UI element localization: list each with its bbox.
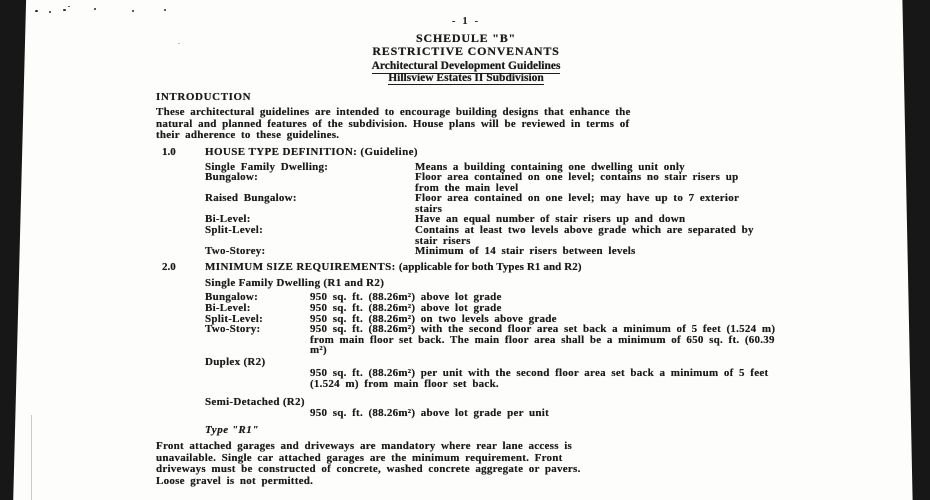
scan-speck — [35, 10, 38, 12]
size-label: Bi-Level: — [205, 301, 251, 314]
paragraph-line: their adherence to these guidelines. — [156, 129, 340, 141]
scan-speck — [164, 9, 166, 11]
definition-term: Two-Storey: — [205, 245, 266, 258]
size-label: Split-Level: — [205, 312, 263, 325]
paragraph-line: Loose gravel is not permitted. — [156, 474, 314, 487]
semi-detached-body: 950 sq. ft. (88.26m²) above lot grade per unit — [310, 407, 550, 420]
section-1-number: 1.0 — [162, 145, 176, 158]
document-content — [156, 16, 820, 487]
duplex-heading: Duplex (R2) — [205, 355, 266, 368]
size-row — [205, 303, 820, 314]
size-value: 950 sq. ft. (88.26m²) on two levels above grade — [310, 312, 557, 325]
section-2-heading-row — [156, 262, 820, 273]
size-row — [205, 292, 820, 303]
definition-row — [205, 172, 820, 193]
introduction-heading: INTRODUCTION — [156, 91, 252, 103]
paragraph-line: unavailable. Single car attached garages are the minimum requirement. Front — [156, 451, 563, 464]
size-value: 950 sq. ft. (88.26m²) with the second floor area set back a minimum of 5 feet (1.524 m) from main floor set back. The main floor area shall be a minimum of 650 sq. ft. (60.39 m²) — [310, 323, 776, 357]
scan-edge-left — [0, 0, 30, 500]
paragraph-line: Front attached garages and driveways are mandatory where rear lane access is — [156, 440, 573, 453]
minimum-size-list — [205, 292, 820, 356]
definition-text: Floor area contained on one level; may have up to 7 exterior stairs — [415, 192, 739, 215]
semi-detached-heading: Semi-Detached (R2) — [205, 395, 305, 408]
definition-row — [205, 225, 820, 246]
paragraph-line: These architectural guidelines are intended to encourage building designs that enhance the — [156, 106, 631, 118]
definition-text: Contains at least two levels above grade which are separated by stair risers — [415, 224, 754, 247]
type-r1-paragraph — [156, 441, 804, 487]
document-header — [156, 32, 776, 57]
type-r1-heading: Type "R1" — [205, 423, 259, 436]
definition-term: Single Family Dwelling: — [205, 160, 329, 173]
size-label: Two-Story: — [205, 323, 261, 336]
definition-text: Minimum of 14 stair risers between levels — [415, 245, 636, 258]
scan-speck — [63, 9, 66, 11]
guidelines-subtitle: Architectural Development Guidelines — [371, 60, 561, 72]
section-2-heading-bold: MINIMUM SIZE REQUIREMENTS: — [205, 260, 396, 273]
size-label: Bungalow: — [205, 291, 258, 304]
section-1-heading: HOUSE TYPE DEFINITION: (Guideline) — [205, 145, 418, 158]
definition-term: Raised Bungalow: — [205, 192, 297, 205]
definition-row — [205, 246, 820, 257]
duplex-body: 950 sq. ft. (88.26m²) per unit with the second floor area set back a minimum of 5 feet (1.524 m) from main floor set back. — [310, 367, 769, 390]
definition-term: Split-Level: — [205, 224, 263, 237]
schedule-title: SCHEDULE "B" — [416, 31, 516, 45]
scan-speck — [94, 8, 96, 10]
definition-text: Have an equal number of stair risers up and down — [415, 213, 686, 226]
house-type-definition-list — [205, 162, 820, 257]
size-row — [205, 324, 820, 356]
page-number: - 1 - — [451, 15, 481, 27]
subdivision-subtitle: Hillsview Estates II Subdivision — [388, 71, 544, 84]
document-subtitles — [156, 61, 776, 84]
size-value: 950 sq. ft. (88.26m²) above lot grade — [310, 291, 502, 304]
size-value: 950 sq. ft. (88.26m²) above lot grade — [310, 301, 502, 314]
introduction-paragraph — [156, 107, 804, 142]
definition-text: Floor area contained on one level; contains no stair risers up from the main level — [415, 171, 739, 194]
covenants-title: RESTRICTIVE CONVENANTS — [372, 43, 560, 58]
section-2-heading-note: (applicable for both Types R1 and R2) — [398, 260, 582, 273]
paragraph-line: driveways must be constructed of concrete, washed concrete aggregate or pavers. — [156, 463, 581, 476]
scan-speck — [132, 10, 134, 12]
scan-edge-right — [900, 0, 930, 500]
paper-edge-line — [31, 415, 32, 500]
section-2-number: 2.0 — [162, 260, 176, 273]
paragraph-line: natural and planned features of the subdivision. House plans will be reviewed in terms of — [156, 117, 630, 130]
definition-term: Bi-Level: — [205, 213, 251, 226]
section-1-heading-row — [156, 147, 820, 158]
section-2-heading — [205, 262, 582, 273]
definition-text: Means a building containing one dwelling unit only — [415, 160, 685, 173]
single-family-heading: Single Family Dwelling (R1 and R2) — [205, 276, 385, 289]
scan-speck — [49, 11, 51, 13]
scan-speck — [68, 6, 70, 7]
definition-row — [205, 193, 820, 214]
definition-term: Bungalow: — [205, 171, 258, 184]
